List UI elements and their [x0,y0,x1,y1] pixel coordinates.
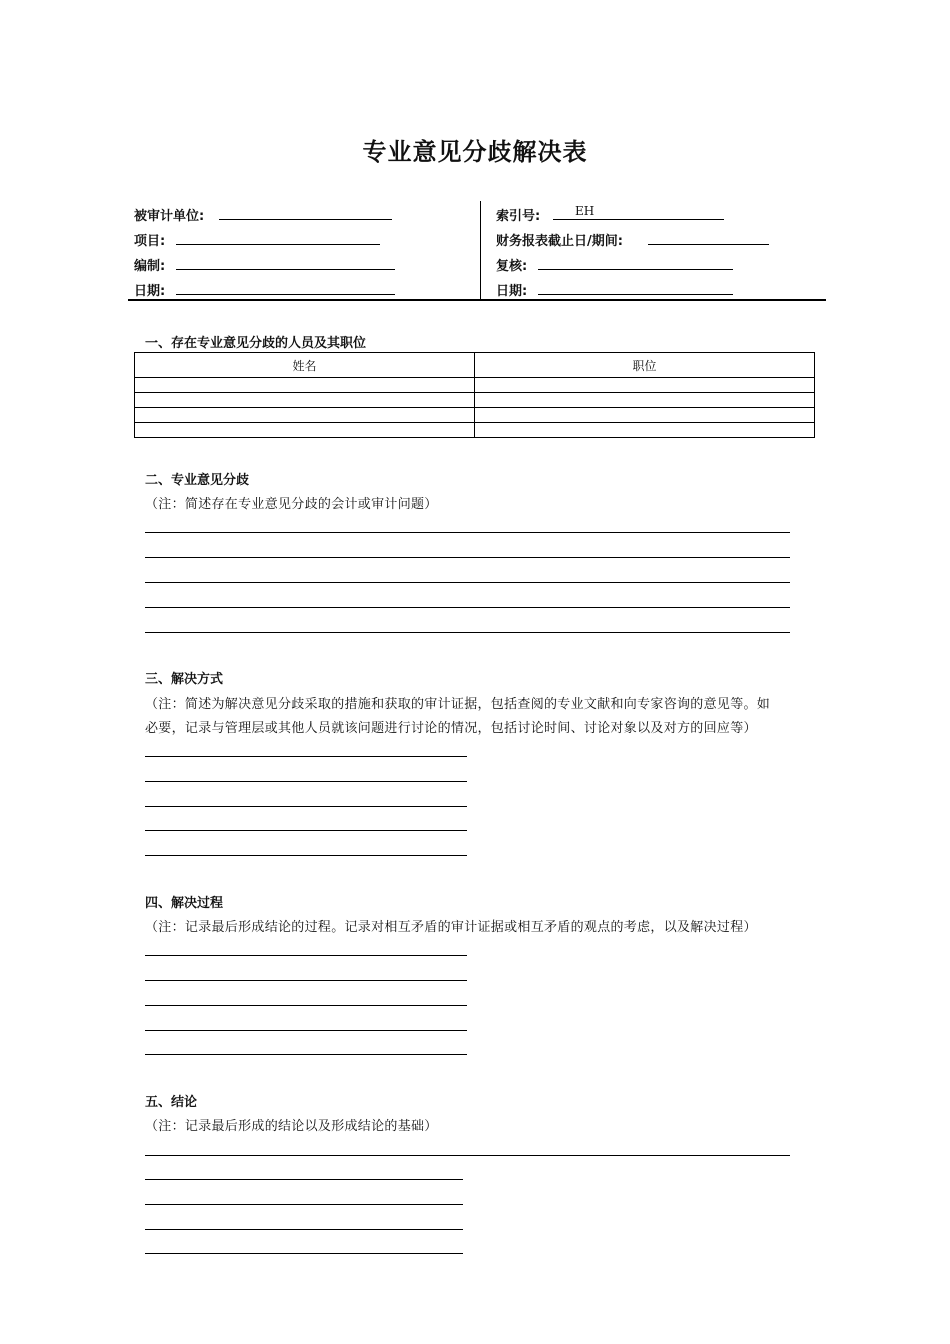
prepared-by-label: 编制: [134,259,166,274]
section5-title: 五、结论 [145,1095,198,1110]
section3-note-line1: （注：简述为解决意见分歧采取的措施和获取的审计证据，包括查阅的专业文献和向专家咨询的意见等。如 [145,697,771,712]
position-cell[interactable] [475,408,815,423]
header-rule [128,299,826,301]
writing-line[interactable] [145,1204,463,1205]
writing-line[interactable] [145,557,790,558]
writing-line[interactable] [145,632,790,633]
writing-line[interactable] [145,1179,463,1180]
name-cell[interactable] [135,393,475,408]
date-right-label: 日期: [496,284,528,299]
project-field[interactable] [176,230,380,245]
column-header-name: 姓名 [135,353,475,378]
writing-line[interactable] [145,607,790,608]
period-field[interactable] [648,230,769,245]
writing-line[interactable] [145,1030,467,1031]
writing-line[interactable] [145,855,467,856]
prepared-by-field[interactable] [176,255,395,270]
audited-unit-field[interactable] [219,205,392,220]
table-row [135,393,815,408]
table-row [135,408,815,423]
personnel-table [134,352,815,438]
audited-unit-label: 被审计单位: [134,209,205,224]
writing-line[interactable] [145,781,467,782]
column-header-position: 职位 [475,353,815,378]
index-value: EH [575,204,595,218]
name-cell[interactable] [135,408,475,423]
date-left-field[interactable] [176,280,395,295]
review-field[interactable] [538,255,733,270]
writing-line[interactable] [145,1229,463,1230]
writing-line[interactable] [145,1253,463,1254]
section2-title: 二、专业意见分歧 [145,473,250,488]
index-field[interactable] [553,205,724,220]
writing-line[interactable] [145,532,790,533]
project-label: 项目: [134,234,166,249]
date-right-field[interactable] [538,280,733,295]
writing-line[interactable] [145,830,467,831]
writing-line[interactable] [145,756,467,757]
position-cell[interactable] [475,423,815,438]
section4-title: 四、解决过程 [145,896,224,911]
review-label: 复核: [496,259,528,274]
date-left-label: 日期: [134,284,166,299]
header-divider [480,201,481,299]
name-cell[interactable] [135,423,475,438]
section1-title: 一、存在专业意见分歧的人员及其职位 [145,336,367,351]
index-label: 索引号: [496,209,541,224]
writing-line[interactable] [145,806,467,807]
table-row [135,423,815,438]
writing-line[interactable] [145,1005,467,1006]
writing-line[interactable] [145,1155,790,1156]
section4-note: （注：记录最后形成结论的过程。记录对相互矛盾的审计证据或相互矛盾的观点的考虑，以及解决过程） [145,920,757,935]
period-label: 财务报表截止日/期间: [496,234,623,249]
section3-title: 三、解决方式 [145,672,224,687]
page-title: 专业意见分歧解决表 [362,137,588,166]
section5-note: （注：记录最后形成的结论以及形成结论的基础） [145,1119,438,1134]
writing-line[interactable] [145,1054,467,1055]
position-cell[interactable] [475,378,815,393]
writing-line[interactable] [145,980,467,981]
writing-line[interactable] [145,582,790,583]
section2-note: （注：简述存在专业意见分歧的会计或审计问题） [145,497,438,512]
writing-line[interactable] [145,955,467,956]
section3-note-line2: 必要，记录与管理层或其他人员就该问题进行讨论的情况，包括讨论时间、讨论对象以及对方的回应等） [145,721,757,736]
position-cell[interactable] [475,393,815,408]
table-row [135,378,815,393]
name-cell[interactable] [135,378,475,393]
